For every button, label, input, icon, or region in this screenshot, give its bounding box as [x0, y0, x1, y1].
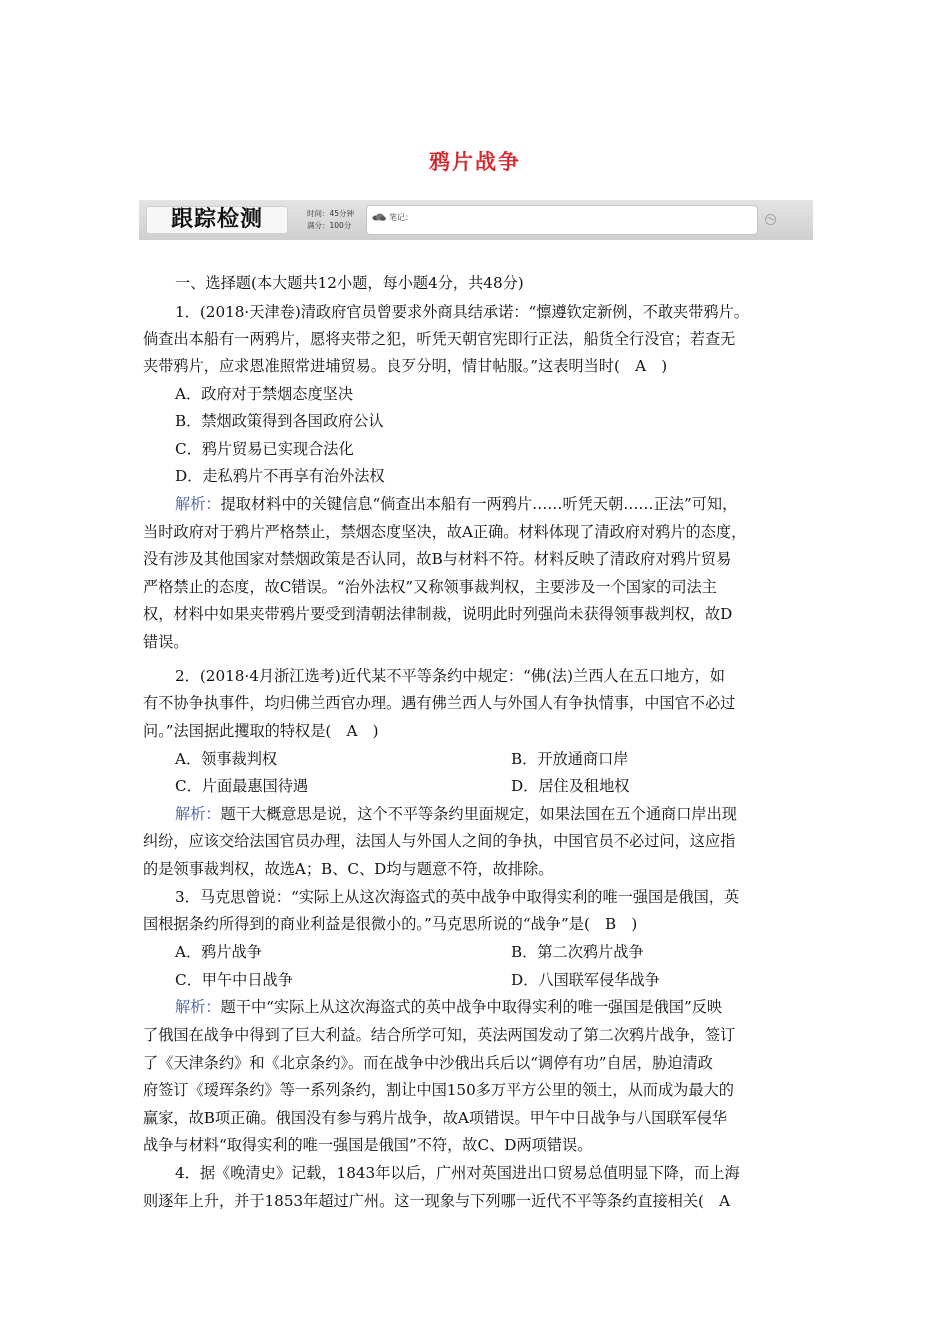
analysis-text: 纠纷，应该交给法国官员办理，法国人与外国人之间的争执，中国官员不必过问，这应指 — [143, 832, 736, 850]
section-heading: 一、选择题(本大题共12小题，每小题4分，共48分) — [175, 274, 524, 292]
question-text: 有不协争执事件，均归佛兰西官办理。遇有佛兰西人与外国人有争执情事，中国官不必过 — [143, 694, 736, 712]
analysis-text: 题干大概意思是说，这个不平等条约里面规定，如果法国在五个通商口岸出现 — [220, 805, 737, 823]
analysis-text: 了俄国在战争中得到了巨大利益。结合所学可知，英法两国发动了第二次鸦片战争，签订 — [143, 1026, 736, 1044]
question-text: 问。”法国据此攫取的特权是( A ) — [143, 722, 379, 740]
analysis-text: 没有涉及其他国家对禁烟政策是否认同，故B与材料不符。材料反映了清政府对鸦片贸易 — [143, 550, 732, 568]
document-title: 鸦片战争 — [429, 150, 521, 174]
analysis-text: 府签订《瑷珲条约》等一系列条约，割让中国150多万平方公里的领土，从而成为最大的 — [143, 1081, 734, 1099]
question-text: 倘查出本船有一两鸦片，愿将夹带之犯，听凭天朝官宪即行正法，船货全行没官；若查无 — [143, 330, 736, 348]
full-score: 满分：100分 — [307, 221, 352, 230]
option: D．八国联军侵华战争 — [511, 971, 660, 989]
analysis-label: 解析： — [175, 805, 221, 823]
option: B．开放通商口岸 — [511, 750, 629, 768]
globe-icon — [765, 214, 776, 225]
question-text: 则逐年上升，并于1853年超过广州。这一现象与下列哪一近代不平等条约直接相关( A — [143, 1192, 731, 1210]
option: C．甲午中日战争 — [175, 971, 293, 989]
banner-meta — [307, 208, 354, 232]
option: D．走私鸦片不再享有治外法权 — [175, 467, 385, 485]
analysis-text: 题干中“实际上从这次海盗式的英中战争中取得实利的唯一强国是俄国”反映 — [220, 998, 723, 1016]
analysis-text: 的是领事裁判权，故选A；B、C、D均与题意不符，故排除。 — [143, 860, 554, 878]
analysis-text: 了《天津条约》和《北京条约》。而在战争中沙俄出兵后以“调停有功”自居，胁迫清政 — [143, 1054, 713, 1072]
time-limit: 时间：45分钟 — [307, 209, 355, 218]
analysis-line — [175, 494, 845, 514]
analysis-text: 当时政府对于鸦片严格禁止，禁烟态度坚决，故A正确。材料体现了清政府对鸦片的态度， — [143, 523, 747, 541]
analysis-text: 错误。 — [143, 633, 189, 651]
question-text: 3．马克思曾说：“实际上从这次海盗式的英中战争中取得实利的唯一强国是俄国，英 — [175, 888, 740, 906]
option: D．居住及租地权 — [511, 777, 630, 795]
question-text: 国根据条约所得到的商业利益是很微小的。”马克思所说的“战争”是( B ) — [143, 915, 638, 933]
question-text: 1．(2018·天津卷)清政府官员曾要求外商具结承诺：“懔遵钦定新例，不敢夹带鸦片。 — [175, 303, 749, 321]
option: B．禁烟政策得到各国政府公认 — [175, 412, 384, 430]
analysis-line — [175, 997, 845, 1017]
note-label: 笔记： — [389, 213, 413, 222]
option: A．鸦片战争 — [175, 943, 262, 961]
analysis-label: 解析： — [175, 998, 221, 1016]
analysis-text: 提取材料中的关键信息“倘查出本船有一两鸦片……听凭天朝……正法”可知， — [220, 495, 738, 513]
cloud-icon — [372, 213, 386, 221]
analysis-text: 权，材料中如果夹带鸦片要受到清朝法律制裁，说明此时列强尚未获得领事裁判权，故D — [143, 605, 733, 623]
analysis-line — [175, 804, 845, 824]
question-text: 2．(2018·4月浙江选考)近代某不平等条约中规定：“佛(法)兰西人在五口地方，如 — [175, 667, 725, 685]
analysis-text: 战争与材料“取得实利的唯一强国是俄国”不符，故C、D两项错误。 — [143, 1136, 593, 1154]
analysis-label: 解析： — [175, 495, 221, 513]
option: C．鸦片贸易已实现合法化 — [175, 440, 354, 458]
banner-label: 跟踪检测 — [146, 206, 288, 234]
option: B．第二次鸦片战争 — [511, 943, 644, 961]
option: C．片面最惠国待遇 — [175, 777, 309, 795]
note-field[interactable] — [366, 205, 758, 235]
tracking-banner — [139, 200, 813, 240]
question-text: 夹带鸦片，应求恩准照常进埔贸易。良歹分明，情甘帖服。”这表明当时( A ) — [143, 357, 668, 375]
option: A．政府对于禁烟态度坚决 — [175, 385, 354, 403]
option: A．领事裁判权 — [175, 750, 278, 768]
analysis-text: 严格禁止的态度，故C错误。“治外法权”又称领事裁判权，主要涉及一个国家的司法主 — [143, 578, 717, 596]
analysis-text: 赢家，故B项正确。俄国没有参与鸦片战争，故A项错误。甲午中日战争与八国联军侵华 — [143, 1109, 728, 1127]
question-text: 4．据《晚清史》记载，1843年以后，广州对英国进出口贸易总值明显下降，而上海 — [175, 1164, 740, 1182]
